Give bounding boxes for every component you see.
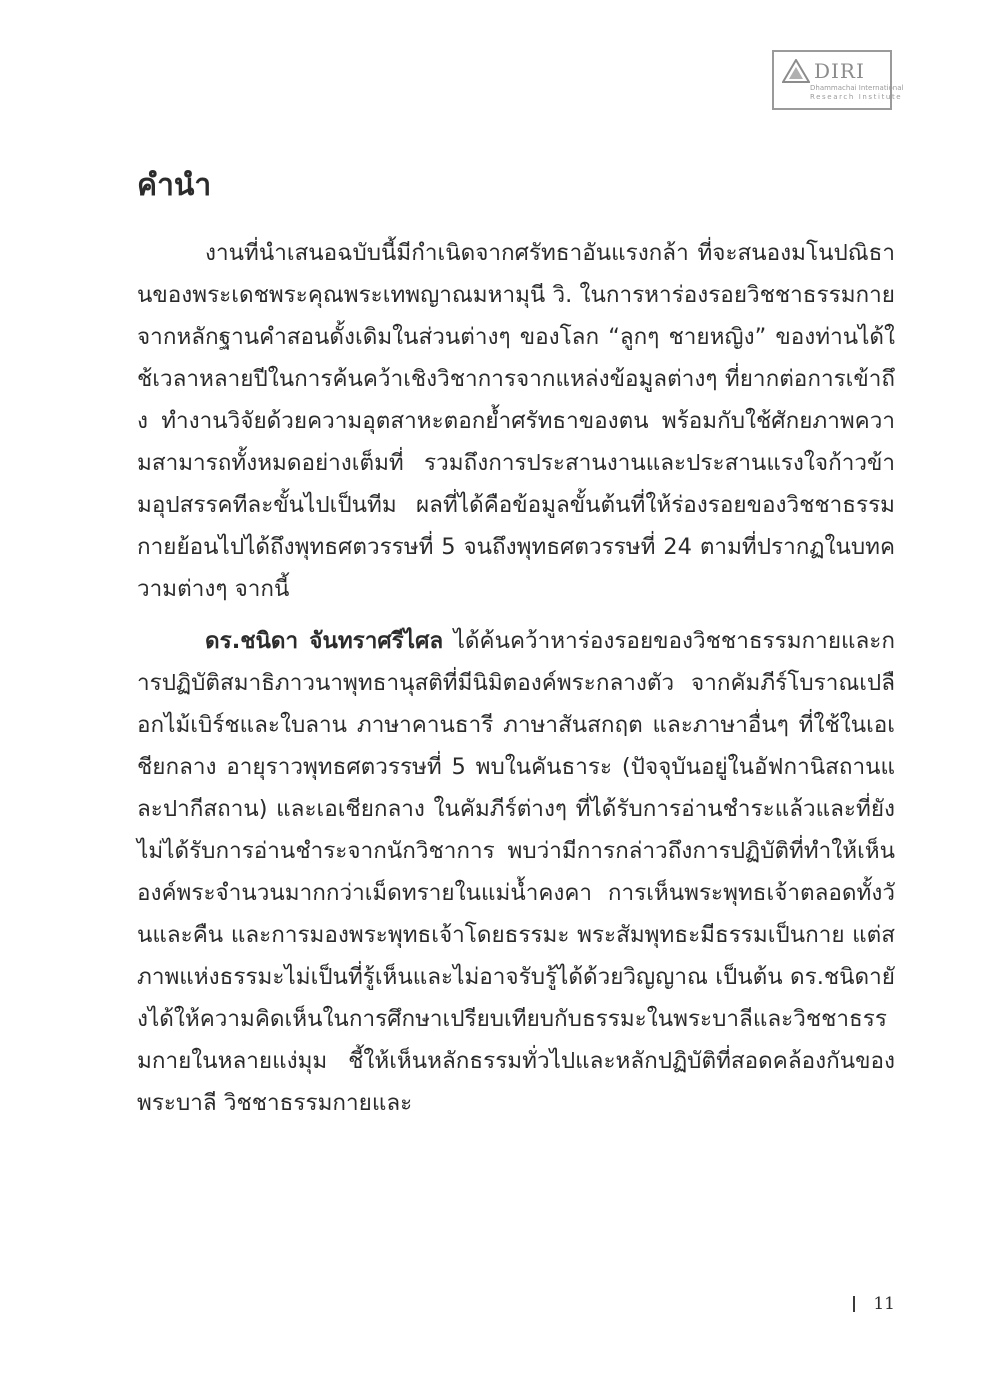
- diri-logo: [772, 50, 904, 110]
- author-name: ดร.ชนิดา จันทราศรีไศล: [205, 628, 444, 654]
- logo-top-row: [782, 58, 884, 84]
- page-number: 11: [873, 1294, 895, 1314]
- logo-name: DIRI: [814, 59, 865, 83]
- page-title: คำนำ: [137, 168, 212, 203]
- footer-divider: [853, 1296, 855, 1312]
- paragraph-2: [137, 620, 895, 1124]
- paragraph-1: งานที่นำเสนอฉบับนี้มีกำเนิดจากศรัทธาอันแรงกล้า ที่จะสนองมโนปณิธานของพระเดชพระคุณพระเทพญาณมหามุนี วิ. ในการหาร่องรอยวิชชาธรรมกายจากหลักฐานคำสอนดั้งเดิมในส่วนต่างๆ ของโลก “ลูกๆ ชายหญิง” ของท่านได้ใช้เวลาหลายปีในการค้นคว้าเชิงวิชาการจากแหล่งข้อมูลต่างๆ ที่ยากต่อการเข้าถึง ทำงานวิจัยด้วยความอุตสาหะตอกย้ำศรัทธาของตน พร้อมกับใช้ศักยภาพความสามารถทั้งหมดอย่างเต็มที่ รวมถึงการประสานงานและประสานแรงใจก้าวข้ามอุปสรรคทีละขั้นไปเป็นทีม ผลที่ได้คือข้อมูลขั้นต้นที่ให้ร่องรอยของวิชชาธรรมกายย้อนไปได้ถึงพุทธศตวรรษที่ 5 จนถึงพุทธศตวรรษที่ 24 ตามที่ปรากฏในบทความต่างๆ จากนี้: [137, 240, 895, 602]
- page-footer: [853, 1294, 895, 1314]
- paragraph-2-text: ได้ค้นคว้าหาร่องรอยของวิชชาธรรมกายและการปฏิบัติสมาธิภาวนาพุทธานุสติที่มีนิมิตองค์พระกลางตัว จากคัมภีร์โบราณเปลือกไม้เบิร์ชและใบลาน ภาษาคานธารี ภาษาสันสกฤต และภาษาอื่นๆ ที่ใช้ในเอเชียกลาง อายุราวพุทธศตวรรษที่ 5 พบในคันธาระ (ปัจจุบันอยู่ในอัฟกานิสถานและปากีสถาน) และเอเชียกลาง ในคัมภีร์ต่างๆ ที่ได้รับการอ่านชำระแล้วและที่ยังไม่ได้รับการอ่านชำระจากนักวิชาการ พบว่ามีการกล่าวถึงการปฏิบัติที่ทำให้เห็นองค์พระจำนวนมากกว่าเม็ดทรายในแม่น้ำคงคา การเห็นพระพุทธเจ้าตลอดทั้งวันและคืน และการมองพระพุทธเจ้าโดยธรรมะ พระสัมพุทธะมีธรรมเป็นกาย แต่สภาพแห่งธรรมะไม่เป็นที่รู้เห็นและไม่อาจรับรู้ได้ด้วยวิญญาณ เป็นต้น ดร.ชนิดายังได้ให้ความคิดเห็นในการศึกษาเปรียบเทียบกับธรรมะในพระบาลีและวิชชาธรรมกายในหลายแง่มุม ชี้ให้เห็นหลักธรรมทั่วไปและหลักปฏิบัติที่สอดคล้องกันของพระบาลี วิชชาธรรมกายและ: [137, 628, 895, 1116]
- body-text: [137, 232, 895, 1124]
- logo-line2: Research Institute: [810, 93, 903, 101]
- logo-line1: Dhammachai International: [810, 84, 904, 92]
- triangle-emblem-icon: [782, 59, 810, 83]
